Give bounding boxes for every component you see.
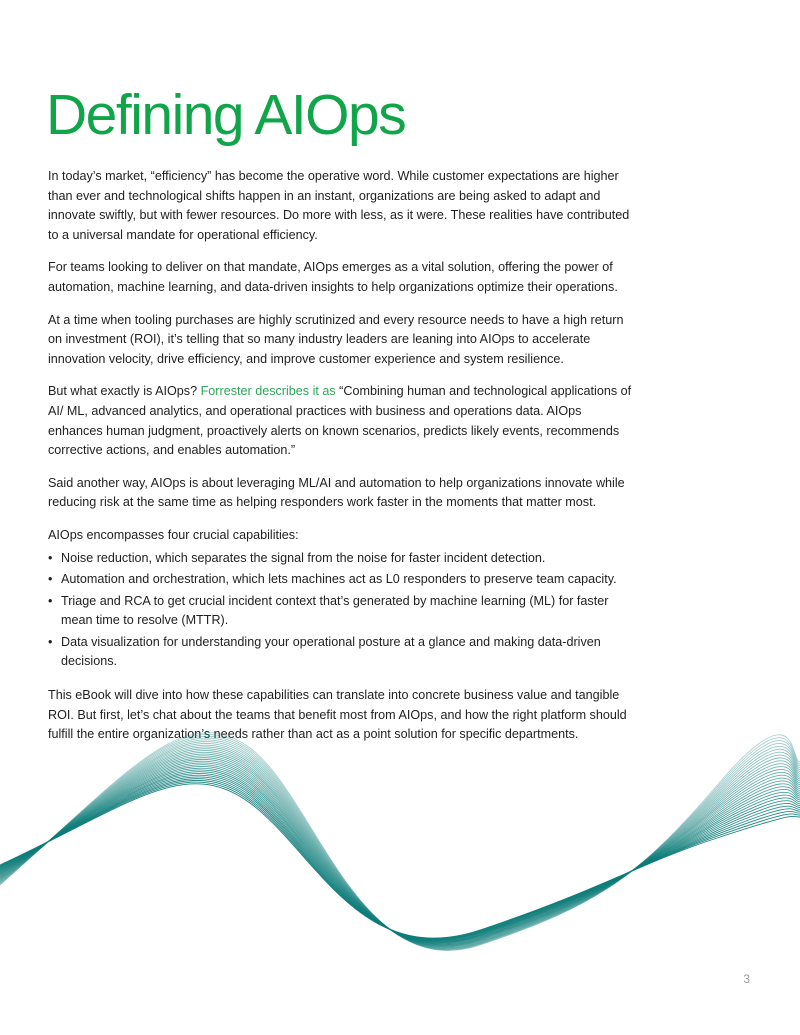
page-title: Defining AIOps bbox=[46, 83, 406, 147]
body-text bbox=[48, 167, 638, 758]
page-number: 3 bbox=[743, 972, 750, 986]
paragraph-closing: This eBook will dive into how these capabilities can translate into concrete business value and tangible ROI. But first, let’s chat about the teams that benefit most from AIOps, and how the right platform should fulfill the entire organization’s needs rather than act as a point solution for specific departments. bbox=[48, 688, 627, 742]
paragraph-summary: Said another way, AIOps is about leveraging ML/AI and automation to help organizations innovate while reducing risk at the same time as helping responders work faster in the moments that matter most. bbox=[48, 475, 625, 510]
list-item: • Noise reduction, which separates the signal from the noise for faster incident detection. bbox=[48, 549, 638, 569]
wave-line bbox=[0, 784, 800, 938]
paragraph-definition bbox=[48, 382, 638, 460]
wave-line bbox=[0, 779, 800, 940]
paragraph-mandate: For teams looking to deliver on that mandate, AIOps emerges as a vital solution, offering the power of automation, machine learning, and data-driven insights to help organizations optimize their operations. bbox=[48, 260, 618, 294]
forrester-link[interactable]: Forrester describes it as bbox=[200, 384, 336, 399]
capabilities-list bbox=[48, 549, 638, 673]
list-item: • Automation and orchestration, which lets machines act as L0 responders to preserve team capacity. bbox=[48, 570, 638, 590]
decorative-wave-lines bbox=[0, 700, 800, 1035]
list-item: • Data visualization for understanding your operational posture at a glance and making data-driven decisions. bbox=[48, 633, 638, 672]
definition-quote: “Combining human and technological applications of AI/ ML, advanced analytics, and operational practices with business and operations data. AIOps enhances human judgment, proactively alerts on known scenarios, predicts likely events, recommends corrective actions, and enables automation.” bbox=[48, 384, 632, 458]
paragraph-intro: In today’s market, “efficiency” has become the operative word. While customer expectations are higher than ever and technological shifts happen in an instant, organizations are being asked to adapt and innovate swiftly, but with fewer resources. Do more with less, as it were. These realities have contributed to a universal mandate for operational efficiency. bbox=[48, 169, 630, 242]
wave-line bbox=[0, 780, 800, 939]
definition-prefix: But what exactly is AIOps? bbox=[48, 384, 201, 399]
paragraph-roi: At a time when tooling purchases are highly scrutinized and every resource needs to have a high return on investment (ROI), it’s telling that so many industry leaders are leaning into AIOps to accelerate innovation velocity, drive efficiency, and improve customer experience and system resilience. bbox=[48, 312, 624, 366]
list-item: • Triage and RCA to get crucial incident context that’s generated by machine learning (ML) for faster mean time to resolve (MTTR). bbox=[48, 592, 638, 631]
capabilities-intro: AIOps encompasses four crucial capabilities: bbox=[48, 527, 299, 542]
